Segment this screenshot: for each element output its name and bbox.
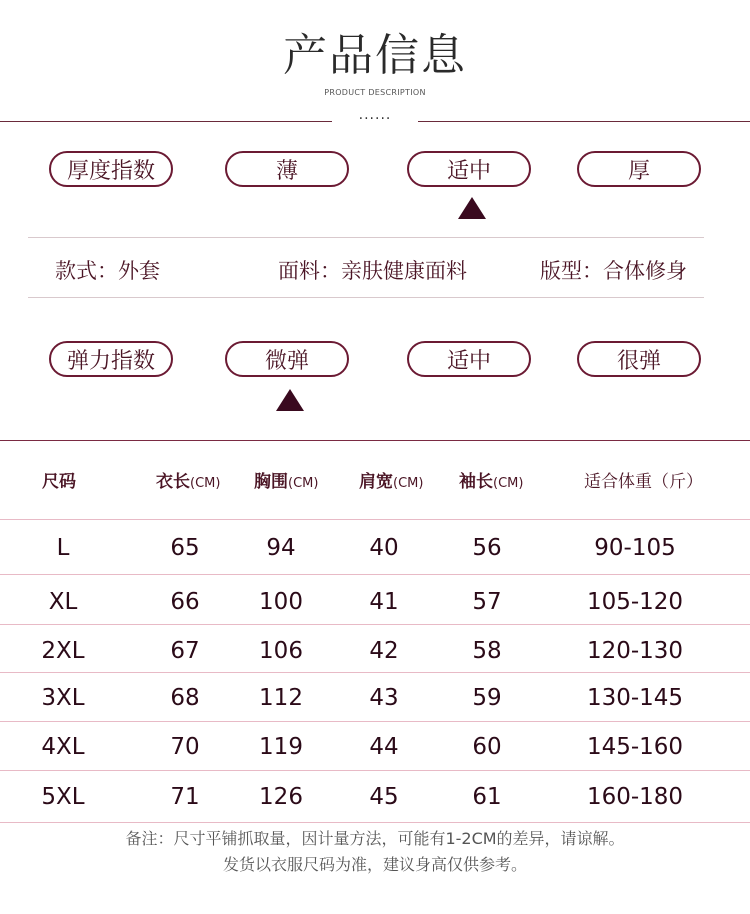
header-chest-unit: (CM)	[288, 476, 319, 491]
header-sleeve-unit: (CM)	[493, 476, 524, 491]
info-fabric: 面料：亲肤健康面料	[278, 259, 467, 283]
header-shoulder-text: 肩宽	[359, 472, 393, 492]
table-cell: 100	[259, 589, 303, 615]
table-cell: 43	[369, 685, 399, 711]
row-divider	[0, 721, 750, 722]
thickness-option-label: 厚	[627, 158, 650, 184]
table-top-border	[0, 440, 750, 441]
table-cell: 126	[259, 784, 303, 810]
table-cell: 71	[170, 784, 200, 810]
table-cell: 112	[259, 685, 303, 711]
table-cell: 58	[472, 638, 502, 664]
elasticity-option-high	[577, 341, 701, 377]
elasticity-option-label: 很弹	[616, 348, 661, 374]
row-divider	[0, 519, 750, 520]
page-title: 产品信息	[283, 30, 467, 81]
thickness-selected-indicator-icon	[458, 197, 486, 219]
header-dots: ......	[358, 107, 392, 123]
table-cell: 41	[369, 589, 399, 615]
thickness-option-label: 薄	[275, 158, 298, 184]
table-cell: 60	[472, 734, 502, 760]
table-cell: 68	[170, 685, 200, 711]
table-cell: 94	[266, 535, 296, 561]
table-cell: 90-105	[594, 535, 676, 561]
thickness-option-thin	[225, 151, 349, 187]
table-cell: 42	[369, 638, 399, 664]
header-size-text: 尺码	[42, 472, 76, 492]
elasticity-option-medium	[407, 341, 531, 377]
table-cell: 40	[369, 535, 399, 561]
header-sleeve	[459, 470, 523, 496]
elasticity-option-slight	[225, 341, 349, 377]
table-cell: 4XL	[41, 734, 85, 760]
table-cell: 59	[472, 685, 502, 711]
header-chest-text: 胸围	[254, 472, 288, 492]
table-cell: 2XL	[41, 638, 85, 664]
header-sleeve-text: 袖长	[459, 472, 493, 492]
header-weight-text: 适合体重（斤）	[584, 472, 703, 492]
table-cell: L	[56, 535, 70, 561]
header-chest	[254, 470, 318, 496]
section-divider	[28, 237, 704, 238]
header-shoulder	[359, 470, 423, 496]
thickness-label-pill	[49, 151, 173, 187]
thickness-option-thick	[577, 151, 701, 187]
note-line-2: 发货以衣服尺码为准，建议身高仅供参考。	[222, 855, 527, 874]
thickness-label: 厚度指数	[66, 158, 155, 184]
row-divider	[0, 822, 750, 823]
table-cell: 3XL	[41, 685, 85, 711]
table-cell: 61	[472, 784, 502, 810]
table-cell: 119	[259, 734, 303, 760]
table-cell: 56	[472, 535, 502, 561]
thickness-option-medium	[407, 151, 531, 187]
elasticity-label: 弹力指数	[66, 348, 155, 374]
page-subtitle: PRODUCT DESCRIPTION	[324, 88, 426, 97]
elasticity-option-label: 适中	[446, 348, 491, 374]
elasticity-option-label: 微弹	[264, 348, 309, 374]
header-length-text: 衣长	[156, 472, 190, 492]
thickness-option-label: 适中	[446, 158, 491, 184]
table-cell: 105-120	[586, 589, 684, 615]
row-divider	[0, 672, 750, 673]
info-fit: 版型：合体修身	[540, 259, 687, 283]
table-cell: 120-130	[586, 638, 684, 664]
header-size	[42, 470, 76, 494]
table-cell: 130-145	[586, 685, 684, 711]
elasticity-label-pill	[49, 341, 173, 377]
header-shoulder-unit: (CM)	[393, 476, 424, 491]
table-cell: XL	[48, 589, 78, 615]
table-cell: 70	[170, 734, 200, 760]
table-cell: 45	[369, 784, 399, 810]
section-divider	[28, 297, 704, 298]
table-cell: 57	[472, 589, 502, 615]
header-weight	[584, 470, 703, 494]
table-cell: 160-180	[586, 784, 684, 810]
row-divider	[0, 770, 750, 771]
info-style: 款式：外套	[55, 259, 160, 283]
table-cell: 65	[170, 535, 200, 561]
note-line-1: 备注：尺寸平铺抓取量，因计量方法，可能有1-2CM的差异，请谅解。	[125, 829, 625, 848]
table-cell: 66	[170, 589, 200, 615]
table-cell: 67	[170, 638, 200, 664]
header-length-unit: (CM)	[190, 476, 221, 491]
table-cell: 5XL	[41, 784, 85, 810]
header-length	[156, 470, 220, 496]
table-cell: 145-160	[586, 734, 684, 760]
table-cell: 44	[369, 734, 399, 760]
elasticity-selected-indicator-icon	[276, 389, 304, 411]
row-divider	[0, 624, 750, 625]
row-divider	[0, 574, 750, 575]
table-cell: 106	[259, 638, 303, 664]
